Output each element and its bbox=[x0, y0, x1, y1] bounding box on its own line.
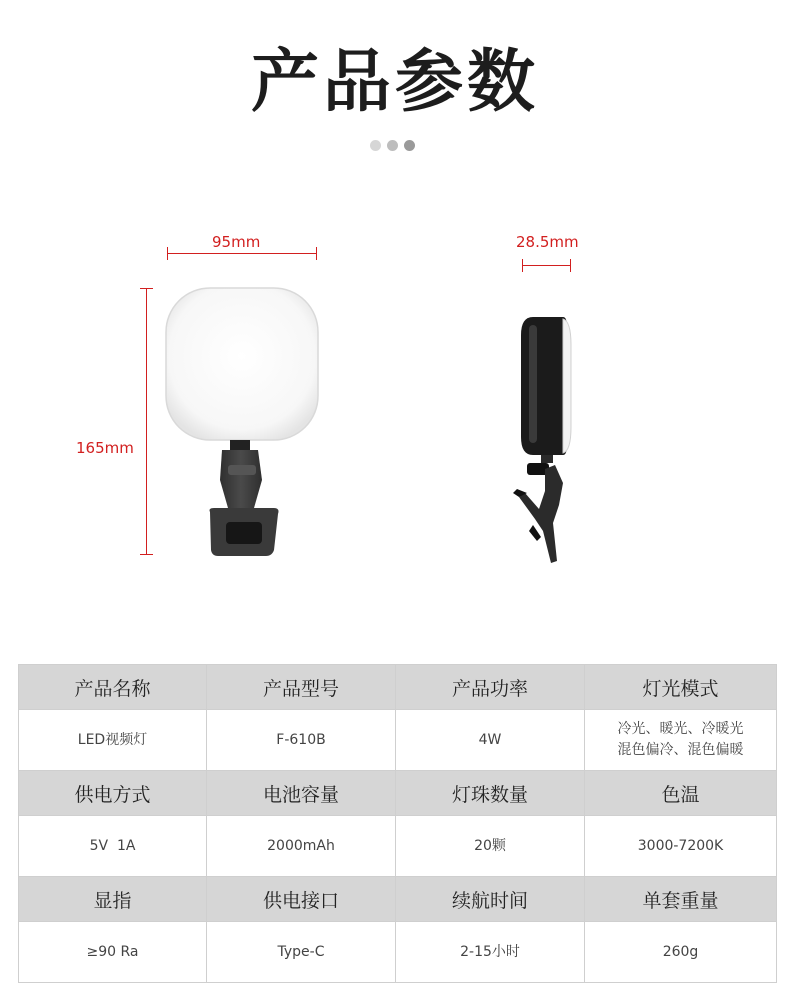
value-cell: 冷光、暖光、冷暖光 混色偏冷、混色偏暖 bbox=[585, 710, 777, 771]
value-cell: LED视频灯 bbox=[19, 710, 207, 771]
header-cell: 显指 bbox=[19, 877, 207, 922]
depth-dimension-tick-right bbox=[570, 259, 571, 272]
height-dimension-line bbox=[146, 288, 147, 555]
table-row bbox=[19, 922, 777, 983]
header-cell: 色温 bbox=[585, 771, 777, 816]
dot-indicator[interactable] bbox=[370, 140, 381, 151]
value-cell: 3000-7200K bbox=[585, 816, 777, 877]
carousel-dots bbox=[370, 140, 415, 151]
table-header-row bbox=[19, 771, 777, 816]
value-cell: 4W bbox=[396, 710, 585, 771]
width-dimension-line bbox=[167, 253, 317, 254]
header-cell: 灯珠数量 bbox=[396, 771, 585, 816]
value-cell: ≥90 Ra bbox=[19, 922, 207, 983]
light-panel bbox=[166, 288, 318, 440]
product-side-view bbox=[505, 305, 595, 575]
depth-dimension-line bbox=[522, 265, 571, 266]
value-cell: 2000mAh bbox=[207, 816, 396, 877]
specs-table bbox=[18, 664, 777, 983]
dot-indicator[interactable] bbox=[404, 140, 415, 151]
table-row bbox=[19, 816, 777, 877]
product-front-view bbox=[150, 280, 340, 570]
table-row bbox=[19, 710, 777, 771]
table-header-row bbox=[19, 665, 777, 710]
value-cell: 260g bbox=[585, 922, 777, 983]
value-cell: 5V 1A bbox=[19, 816, 207, 877]
page-title: 产品参数 bbox=[250, 43, 539, 122]
value-cell: 2-15小时 bbox=[396, 922, 585, 983]
header-cell: 供电方式 bbox=[19, 771, 207, 816]
header-cell: 产品名称 bbox=[19, 665, 207, 710]
width-label: 95mm bbox=[212, 233, 261, 251]
header-cell: 产品功率 bbox=[396, 665, 585, 710]
height-label: 165mm bbox=[76, 439, 134, 457]
value-cell: Type-C bbox=[207, 922, 396, 983]
header-cell: 供电接口 bbox=[207, 877, 396, 922]
width-dimension-tick-right bbox=[316, 247, 317, 260]
depth-label: 28.5mm bbox=[516, 233, 579, 251]
table-header-row bbox=[19, 877, 777, 922]
value-cell: 20颗 bbox=[396, 816, 585, 877]
header-cell: 产品型号 bbox=[207, 665, 396, 710]
header-cell: 续航时间 bbox=[396, 877, 585, 922]
light-side-housing bbox=[521, 317, 567, 455]
header-cell: 单套重量 bbox=[585, 877, 777, 922]
value-cell: F-610B bbox=[207, 710, 396, 771]
header-cell: 灯光模式 bbox=[585, 665, 777, 710]
header-cell: 电池容量 bbox=[207, 771, 396, 816]
width-dimension-tick-left bbox=[167, 247, 168, 260]
depth-dimension-tick-left bbox=[522, 259, 523, 272]
dot-indicator[interactable] bbox=[387, 140, 398, 151]
